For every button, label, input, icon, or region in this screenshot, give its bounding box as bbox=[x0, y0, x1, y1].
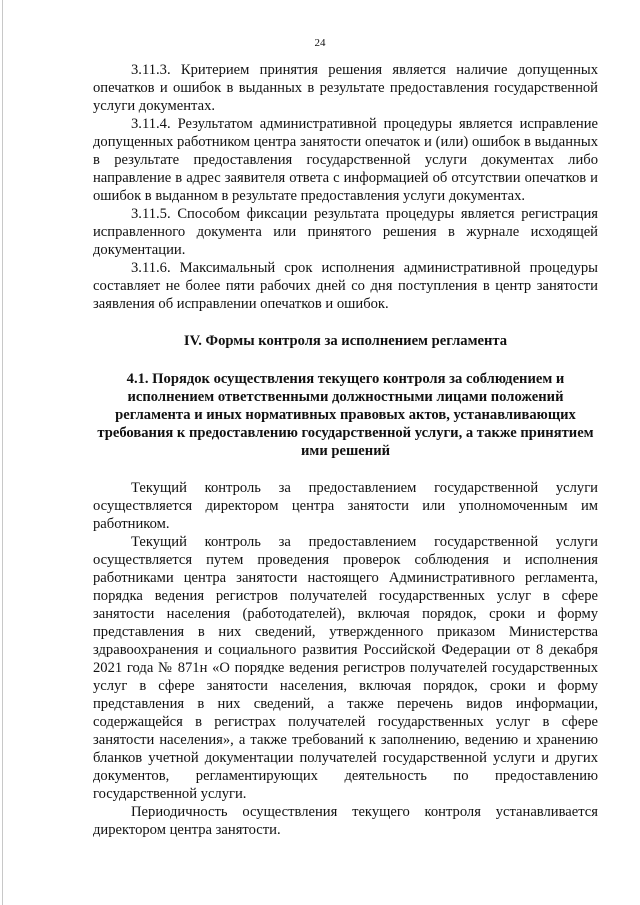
paragraph-4-1-3: Периодичность осуществления текущего контроля устанавливается директором центра занятости. bbox=[93, 804, 598, 838]
section-heading: IV. Формы контроля за исполнением регламента bbox=[183, 333, 508, 349]
paragraph-3-11-5: 3.11.5. Способом фиксации результата процедуры является регистрация исправленного документа или принятого решения в журнале исходящей документации. bbox=[93, 206, 598, 258]
paragraph-4-1-2: Текущий контроль за предоставлением государственной услуги осуществляется путем проведения проверок соблюдения и исполнения работниками центра занятости настоящего Административного регламента, порядка ведения регистров получателей государственных услуг в сфере занятости населения (работодателей), включая порядок, сроки и форму представления в них сведений, утвержденного приказом Министерства здравоохранения и социального развития Российской Федерации от 8 декабря 2021 года № 871н «О порядке ведения регистров получателей государственных услуг в сфере занятости населения, включая порядок, сроки и форму представления в них сведений, а также перечень видов информации, содержащейся в регистрах получателей государственных услуг в сфере занятости населения», а также требований к заполнению, ведению и хранению бланков учетной документации получателей государственной услуги и других документов, регламентирующих деятельность по предоставлению государственной услуги. bbox=[93, 534, 598, 802]
page-edge-line bbox=[2, 0, 3, 905]
paragraph-4-1-1: Текущий контроль за предоставлением государственной услуги осуществляется директором центра занятости или уполномоченным им работником. bbox=[93, 480, 598, 532]
paragraph-3-11-6: 3.11.6. Максимальный срок исполнения административной процедуры составляет не более пяти рабочих дней со дня поступления в центр занятости заявления об исправлении опечатков и ошибок. bbox=[93, 260, 598, 312]
document-body bbox=[93, 61, 598, 839]
paragraph-3-11-3: 3.11.3. Критерием принятия решения является наличие допущенных опечатков и ошибок в выданных в результате предоставления государственной услуги документах. bbox=[93, 62, 598, 114]
page-number: 24 bbox=[314, 37, 326, 49]
paragraph-3-11-4: 3.11.4. Результатом административной процедуры является исправление допущенных работником центра занятости опечаток и (или) ошибок в выданных в результате предоставления государственной услуги документах либо направление в адрес заявителя ответа с информацией об отсутствии опечатков и ошибок в выданном в результате предоставления услуги документах. bbox=[93, 116, 598, 204]
subsection-heading: 4.1. Порядок осуществления текущего контроля за соблюдением и исполнением ответственными должностными лицами положений регламента и иных нормативных правовых актов, устанавливающих требования к предоставлению государственной услуги, а также принятием ими решений bbox=[97, 371, 594, 459]
